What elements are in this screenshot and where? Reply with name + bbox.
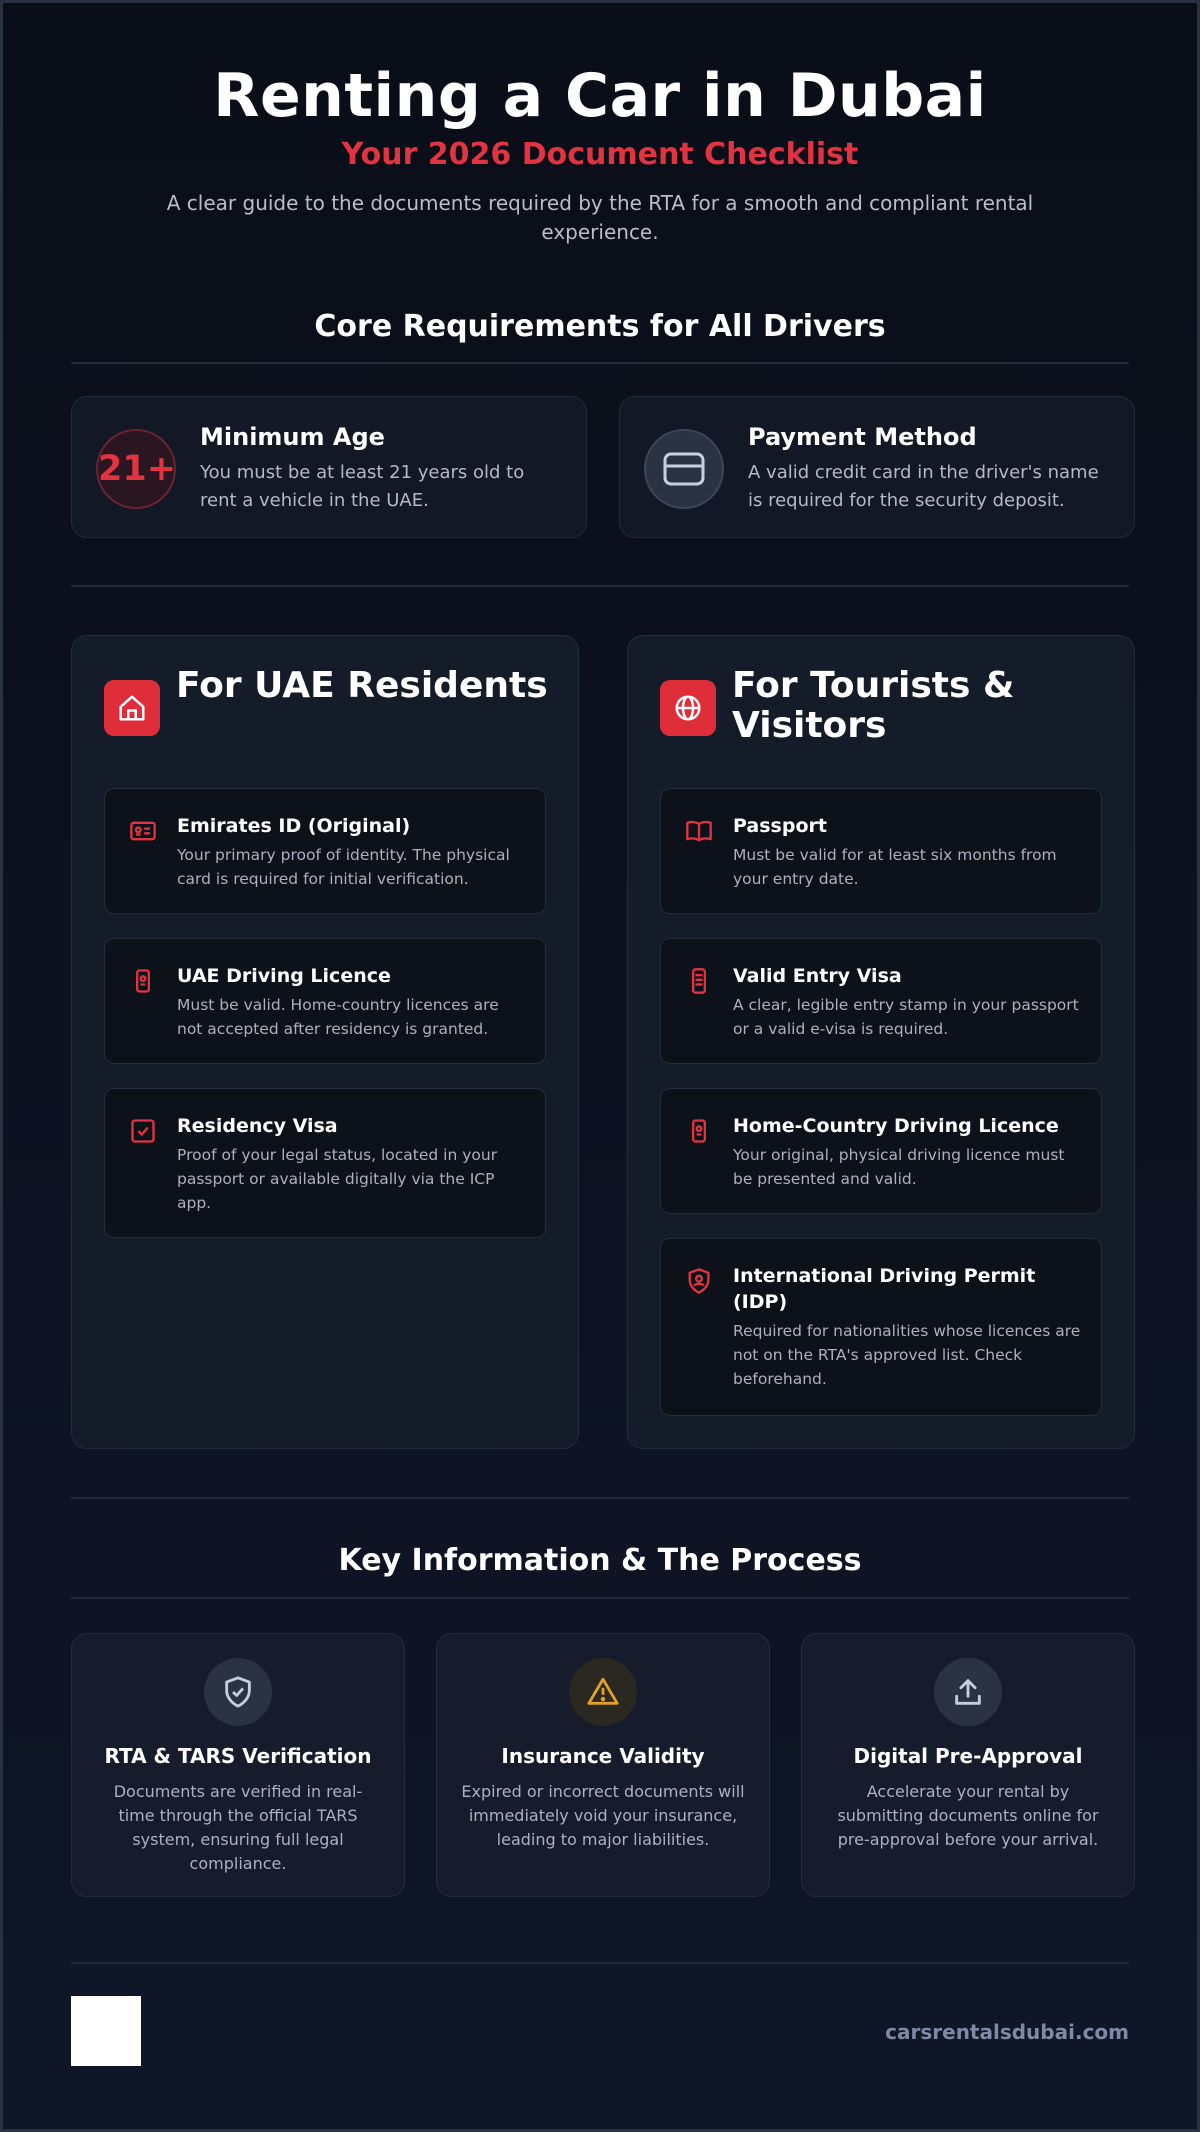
document-desc: Must be valid for at least six months from your entry date. bbox=[733, 846, 1057, 888]
shield-user-icon bbox=[685, 1267, 713, 1295]
page-title: Renting a Car in Dubai bbox=[213, 61, 987, 131]
shield-check-icon bbox=[204, 1658, 272, 1726]
divider bbox=[71, 1497, 1129, 1499]
tourists-title: For Tourists & Visitors bbox=[732, 665, 1015, 746]
document-title: Passport bbox=[733, 815, 827, 837]
residents-title: For UAE Residents bbox=[176, 665, 548, 706]
scroll-icon bbox=[685, 967, 713, 995]
badge-icon bbox=[685, 1117, 713, 1145]
info-card-title: RTA & TARS Verification bbox=[104, 1744, 372, 1768]
document-title: Residency Visa bbox=[177, 1115, 338, 1137]
residents-column bbox=[71, 635, 579, 1449]
document-desc: Must be valid. Home-country licences are not accepted after residency is granted. bbox=[177, 996, 499, 1038]
age-badge: 21+ bbox=[96, 429, 176, 509]
document-item bbox=[660, 1238, 1102, 1416]
document-title: Home-Country Driving Licence bbox=[733, 1115, 1059, 1137]
check-square-icon bbox=[129, 1117, 157, 1145]
core-section-title: Core Requirements for All Drivers bbox=[314, 309, 886, 344]
document-item bbox=[104, 938, 546, 1064]
payment-method-desc: A valid credit card in the driver's name is required for the security deposit. bbox=[748, 462, 1099, 511]
tourists-column bbox=[627, 635, 1135, 1449]
document-item bbox=[104, 1088, 546, 1238]
info-card-title: Insurance Validity bbox=[501, 1744, 705, 1768]
document-title: UAE Driving Licence bbox=[177, 965, 391, 987]
globe-icon bbox=[660, 680, 716, 736]
info-card-title: Digital Pre-Approval bbox=[853, 1744, 1083, 1768]
document-desc: Your original, physical driving licence must be presented and valid. bbox=[733, 1146, 1065, 1188]
info-card-desc: Accelerate your rental by submitting documents online for pre-approval before your arrival. bbox=[837, 1782, 1099, 1849]
pre-approval-card bbox=[801, 1633, 1135, 1897]
badge-icon bbox=[129, 967, 157, 995]
document-desc: Required for nationalities whose licences are not on the RTA's approved list. Check beforehand. bbox=[733, 1322, 1081, 1388]
rta-tars-card bbox=[71, 1633, 405, 1897]
document-desc: A clear, legible entry stamp in your passport or a valid e-visa is required. bbox=[733, 996, 1079, 1038]
book-open-icon bbox=[685, 817, 713, 845]
divider bbox=[71, 1597, 1129, 1599]
document-desc: Proof of your legal status, located in your passport or available digitally via the ICP app. bbox=[177, 1146, 498, 1212]
upload-icon bbox=[934, 1658, 1002, 1726]
id-card-icon bbox=[129, 817, 157, 845]
intro-text: A clear guide to the documents required by the RTA for a smooth and compliant rental experience. bbox=[166, 191, 1034, 244]
info-card-desc: Documents are verified in real-time through the official TARS system, ensuring full legal compliance. bbox=[113, 1782, 363, 1873]
document-title: Emirates ID (Original) bbox=[177, 815, 411, 837]
warning-icon bbox=[569, 1658, 637, 1726]
insurance-card bbox=[436, 1633, 770, 1897]
info-card-desc: Expired or incorrect documents will immediately void your insurance, leading to major liabilities. bbox=[461, 1782, 745, 1849]
content-area bbox=[71, 3, 1129, 2129]
document-title: International Driving Permit (IDP) bbox=[733, 1265, 1036, 1313]
document-item bbox=[104, 788, 546, 914]
footer-website-link[interactable]: carsrentalsdubai.com bbox=[885, 2020, 1129, 2044]
divider bbox=[71, 1962, 1129, 1964]
document-item bbox=[660, 788, 1102, 914]
divider bbox=[71, 362, 1129, 364]
page-subtitle: Your 2026 Document Checklist bbox=[341, 137, 859, 172]
logo-placeholder bbox=[71, 1996, 141, 2066]
minimum-age-title: Minimum Age bbox=[200, 423, 385, 451]
minimum-age-card bbox=[71, 396, 587, 538]
credit-card-icon bbox=[644, 429, 724, 509]
payment-method-title: Payment Method bbox=[748, 423, 977, 451]
process-section-title: Key Information & The Process bbox=[338, 1543, 862, 1578]
document-desc: Your primary proof of identity. The physical card is required for initial verification. bbox=[177, 846, 510, 888]
document-item bbox=[660, 938, 1102, 1064]
divider bbox=[71, 585, 1129, 587]
minimum-age-desc: You must be at least 21 years old to rent a vehicle in the UAE. bbox=[200, 462, 525, 511]
home-icon bbox=[104, 680, 160, 736]
document-title: Valid Entry Visa bbox=[733, 965, 902, 987]
document-item bbox=[660, 1088, 1102, 1214]
payment-method-card bbox=[619, 396, 1135, 538]
